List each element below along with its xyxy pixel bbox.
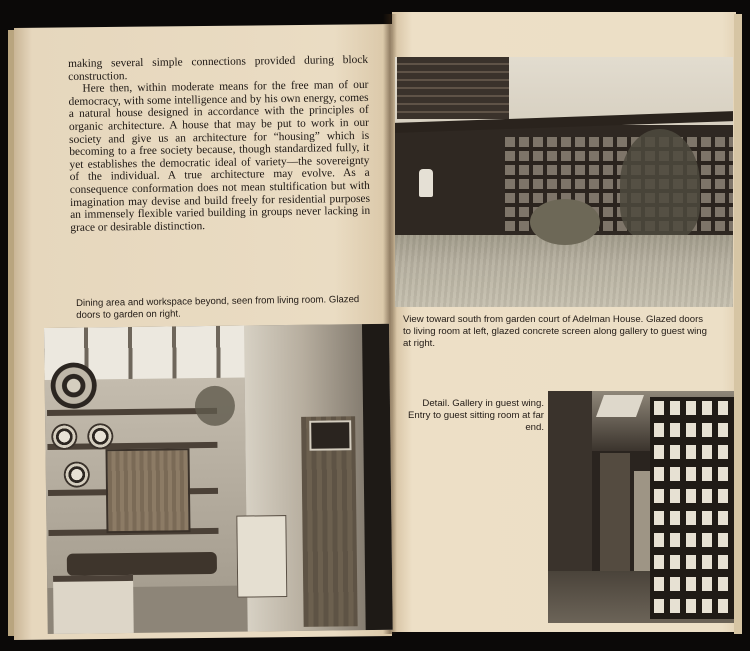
photo-plate (87, 423, 113, 449)
photo-plate (51, 424, 77, 450)
photo-skylight (596, 395, 644, 417)
photo-lawn-texture (395, 235, 733, 307)
photo-shrub (530, 199, 600, 245)
paragraph: Here then, within moderate means for the free man of our democracy, with some intelligence and by his own energy, comes a natural house designed in accordance with the principles of organic architecture. A house that may be put to work in our society and give us an architecture for “housing” which is becoming to a free society because, though standardized fully, it yet establishes the democratic ideal of variety—the sovereignty of the individual. A true architecture may evolve. As a consequence conformation does not mean stultification but with imagination may devise and build freely for residential purposes an immensely flexible varied building in groups never lacking in grace or desirable distinction. (68, 78, 371, 234)
photo-table (67, 552, 217, 576)
photo-person (419, 169, 433, 197)
body-text (68, 54, 370, 234)
photo-sign (309, 420, 351, 451)
photo-chair (53, 575, 134, 634)
paragraph: making several simple connections provided during block construction. (68, 53, 369, 83)
photo-house-exterior (395, 57, 733, 307)
photo-caption-dining: Dining area and workspace beyond, seen from living room. Glazed doors to garden on right. (76, 294, 360, 322)
photo-gallery (548, 391, 734, 623)
photo-tree (620, 129, 700, 239)
photo-shadow (362, 324, 393, 630)
page-stack-right (734, 14, 742, 634)
photo-caption-exterior: View toward south from garden court of Adelman House. Glazed doors to living room at left, glazed concrete screen along gallery to guest wing at right. (403, 314, 707, 350)
photo-caption-gallery: Detail. Gallery in guest wing. Entry to guest sitting room at far end. (408, 398, 544, 434)
photo-cabinet (105, 448, 190, 533)
photo-screen-openings (654, 401, 734, 615)
photo-dining-area (44, 324, 393, 634)
photo-tower-screen (397, 57, 509, 119)
photo-appliance (236, 515, 287, 598)
